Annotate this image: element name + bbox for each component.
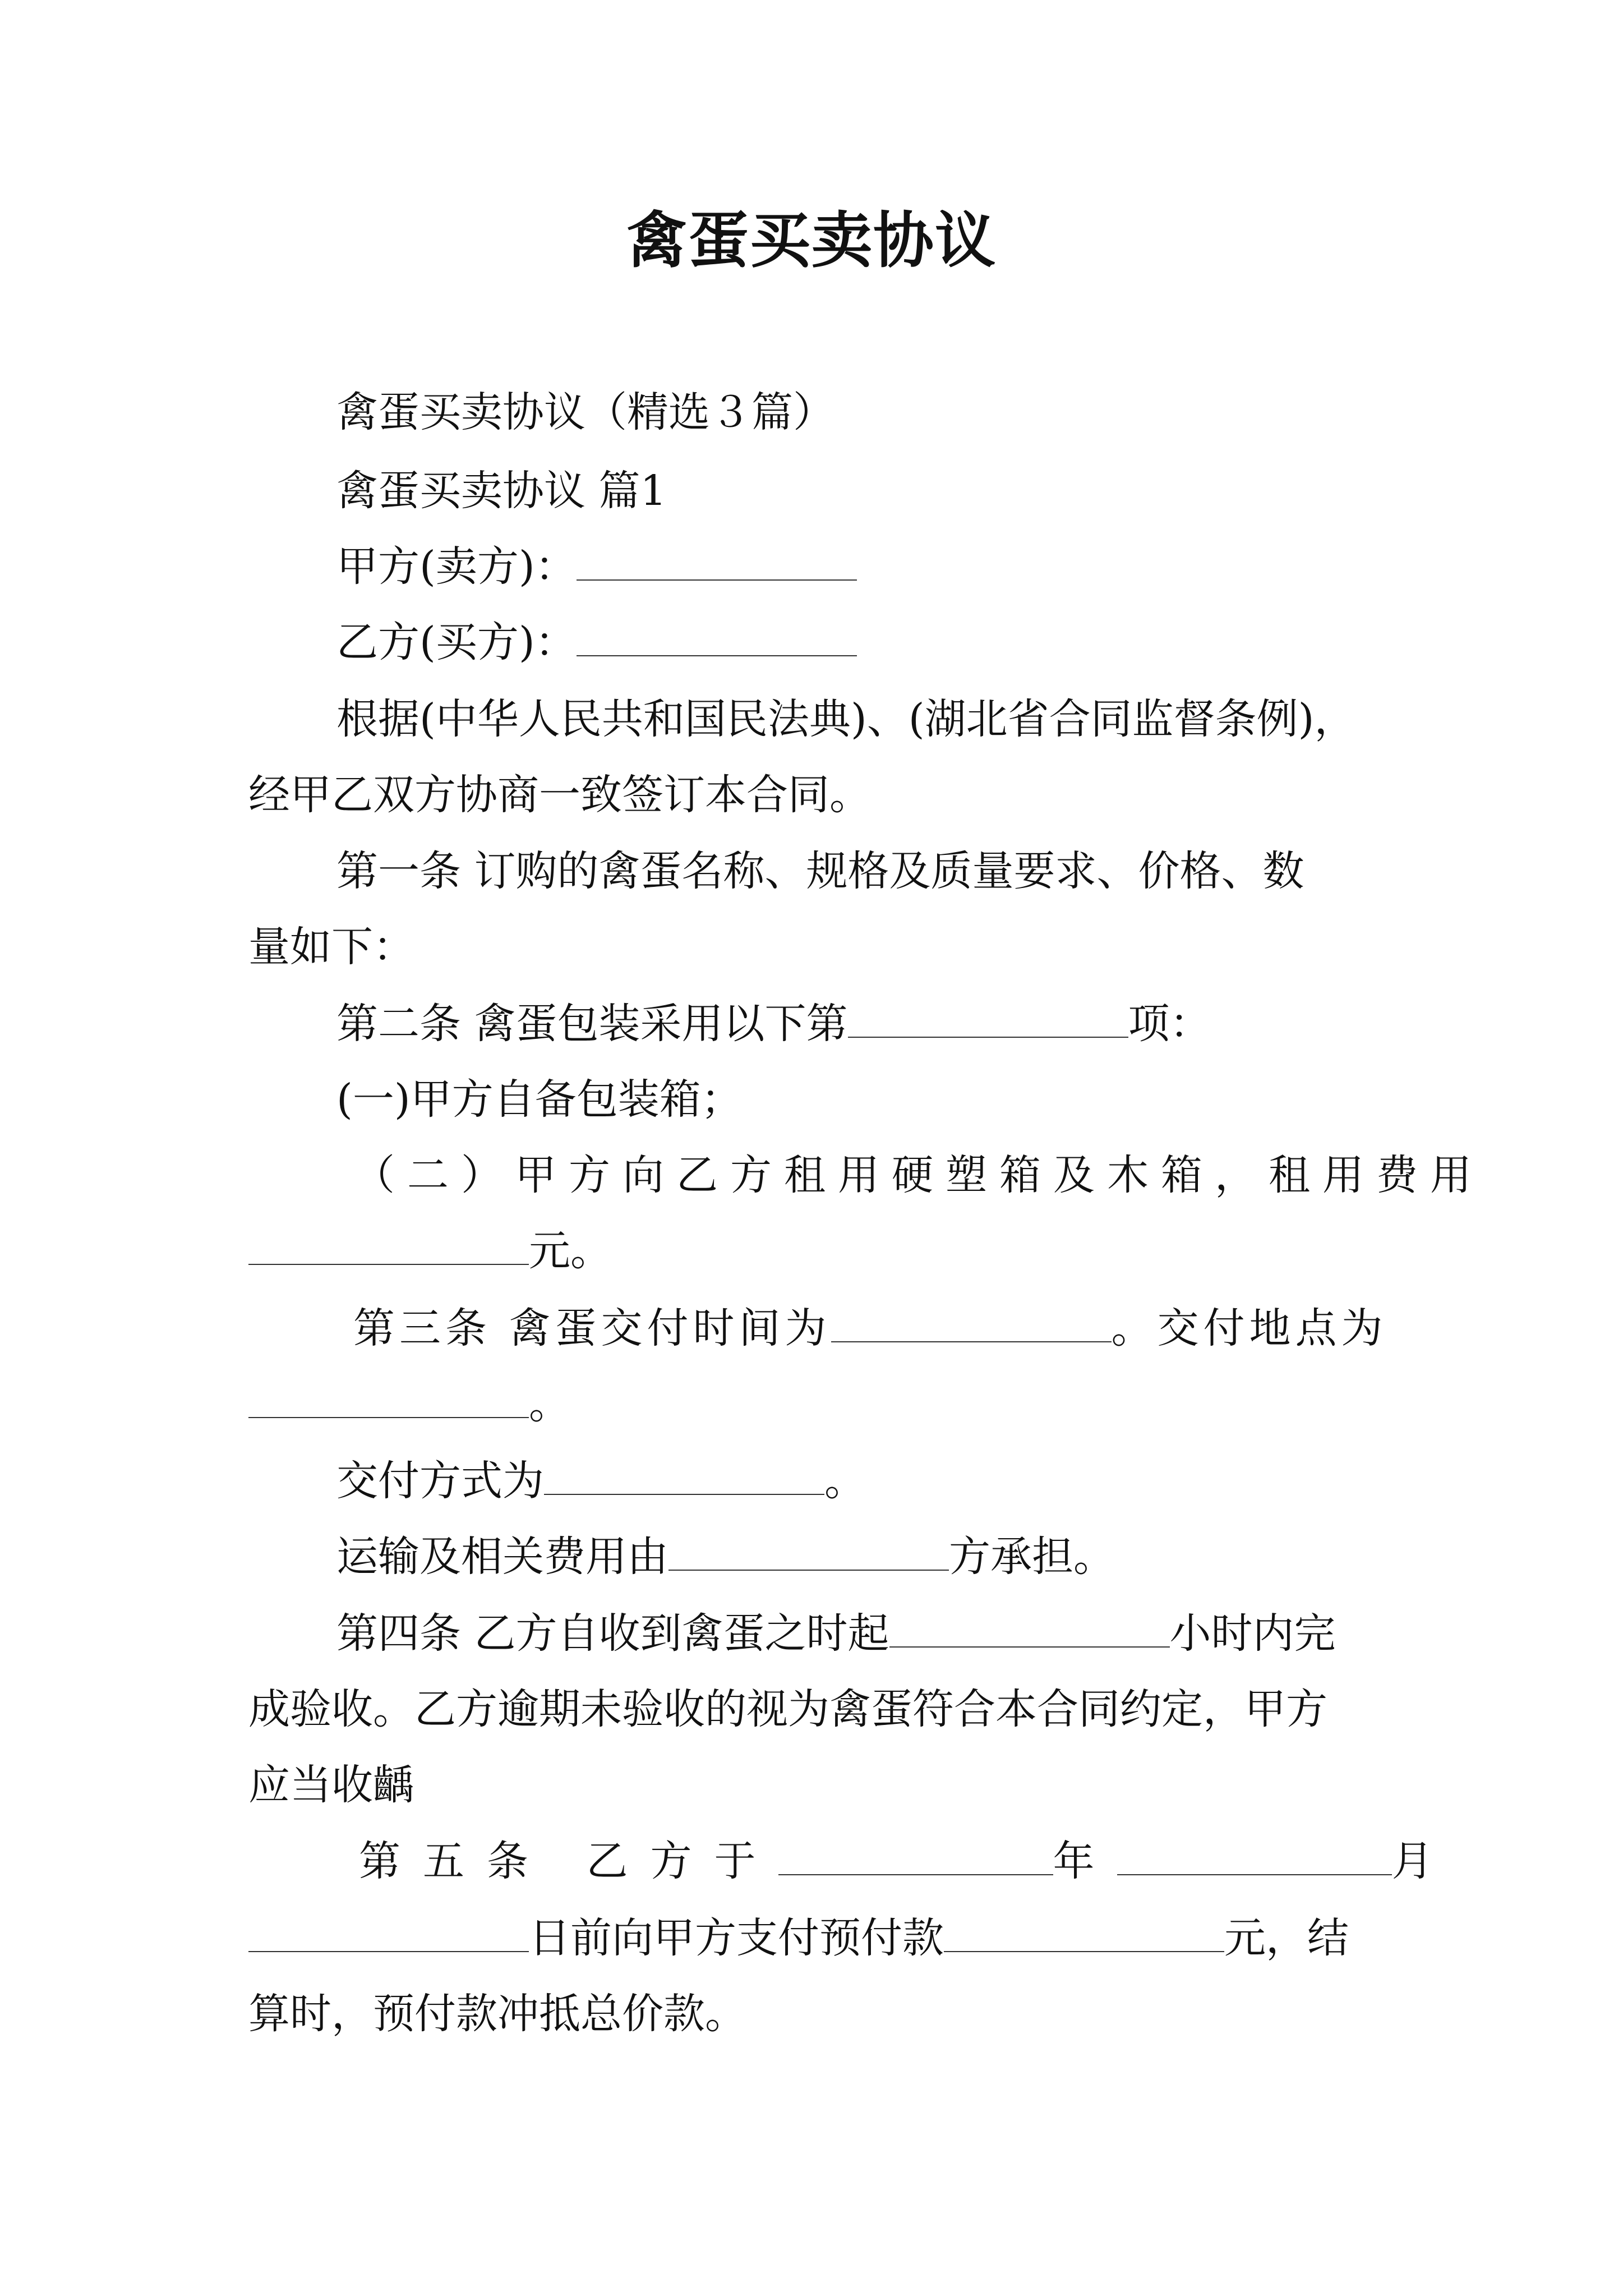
party-b-label: 乙方(买方)： bbox=[336, 618, 577, 666]
transport-cost-text: 运输及相关费用由 bbox=[336, 1533, 668, 1581]
prepayment-amount-blank bbox=[944, 1918, 1224, 1952]
article-3-text: 第三条 禽蛋交付时间为 bbox=[353, 1304, 831, 1352]
subtitle-text: 禽蛋买卖协议（精选３篇） bbox=[336, 388, 834, 436]
delivery-method-text: 交付方式为 bbox=[336, 1457, 544, 1505]
option-2-line bbox=[353, 1147, 1484, 1203]
article-2-text: 第二条 禽蛋包装采用以下第 bbox=[336, 1000, 848, 1048]
delivery-place-blank bbox=[248, 1384, 529, 1418]
article-2-blank bbox=[848, 1004, 1128, 1038]
document-title: 禽蛋买卖协议 bbox=[626, 206, 997, 276]
option-1-text: (一)甲方自备包装箱； bbox=[336, 1075, 743, 1124]
delivery-time-blank bbox=[831, 1309, 1112, 1342]
article-5-line-cont bbox=[248, 1910, 1349, 1966]
transport-cost-end: 方承担。 bbox=[949, 1533, 1115, 1581]
article-1-line-cont bbox=[248, 919, 414, 975]
article-3-line bbox=[353, 1300, 1387, 1356]
payment-day-blank bbox=[248, 1918, 529, 1952]
party-b-blank bbox=[577, 623, 857, 656]
section-heading-text: 禽蛋买卖协议 篇1 bbox=[336, 467, 667, 515]
basis-text-cont: 经甲乙双方协商一致签订本合同。 bbox=[248, 771, 871, 819]
payment-month-blank bbox=[1117, 1842, 1392, 1875]
article-5-line-end bbox=[248, 1986, 746, 2042]
rental-fee-blank bbox=[248, 1231, 529, 1265]
article-3-line-cont bbox=[248, 1376, 570, 1432]
party-b-line bbox=[336, 614, 857, 670]
article-3-mid: 。交付地点为 bbox=[1111, 1304, 1387, 1352]
option-2-text: （二）甲方向乙方租用硬塑箱及木箱，租用费用 bbox=[353, 1151, 1484, 1199]
party-a-line bbox=[336, 539, 857, 595]
month-label: 月 bbox=[1391, 1837, 1456, 1885]
party-a-label: 甲方(卖方)： bbox=[336, 542, 577, 591]
article-1-line bbox=[336, 843, 1304, 899]
payment-year-blank bbox=[778, 1842, 1053, 1875]
delivery-method-blank bbox=[544, 1461, 824, 1495]
article-4-text-end: 应当收齲 bbox=[248, 1761, 414, 1809]
article-5-line bbox=[359, 1833, 1456, 1889]
article-4-line bbox=[336, 1605, 1336, 1662]
prepayment-text: 日前向甲方支付预付款 bbox=[529, 1914, 944, 1962]
delivery-method-line bbox=[336, 1453, 866, 1509]
article-3-end: 。 bbox=[529, 1380, 570, 1428]
inspection-hours-blank bbox=[889, 1614, 1170, 1648]
article-4-line-cont bbox=[248, 1681, 1327, 1737]
article-1-text: 第一条 订购的禽蛋名称、规格及质量要求、价格、数 bbox=[336, 847, 1304, 895]
article-5-text-end: 算时，预付款冲抵总价款。 bbox=[248, 1990, 746, 2038]
option-2-line-cont bbox=[248, 1223, 612, 1279]
article-4-mid: 小时内完 bbox=[1169, 1609, 1336, 1658]
party-a-blank bbox=[577, 547, 857, 581]
prepayment-end: 元，结 bbox=[1224, 1914, 1349, 1962]
paragraph-line bbox=[248, 767, 871, 823]
transport-cost-line bbox=[336, 1529, 1115, 1585]
paragraph-line bbox=[336, 691, 1355, 747]
basis-text: 根据(中华人民共和国民法典)、(湖北省合同监督条例)， bbox=[336, 695, 1356, 743]
article-2-line bbox=[336, 996, 1211, 1052]
article-2-suffix: 项： bbox=[1128, 1000, 1211, 1048]
article-1-text-cont: 量如下： bbox=[248, 923, 414, 971]
article-5-text: 第五条 乙方于 bbox=[359, 1837, 778, 1885]
article-4-text-cont: 成验收。乙方逾期未验收的视为禽蛋符合本合同约定，甲方 bbox=[248, 1685, 1327, 1733]
option-1-line bbox=[336, 1071, 743, 1128]
subtitle-line bbox=[336, 384, 834, 440]
section-heading bbox=[336, 463, 667, 519]
year-label: 年 bbox=[1053, 1837, 1117, 1885]
article-4-text: 第四条 乙方自收到禽蛋之时起 bbox=[336, 1609, 889, 1658]
option-2-suffix: 元。 bbox=[529, 1227, 612, 1275]
delivery-method-end: 。 bbox=[824, 1457, 866, 1505]
transport-cost-blank bbox=[668, 1537, 949, 1571]
article-4-line-end bbox=[248, 1757, 414, 1813]
